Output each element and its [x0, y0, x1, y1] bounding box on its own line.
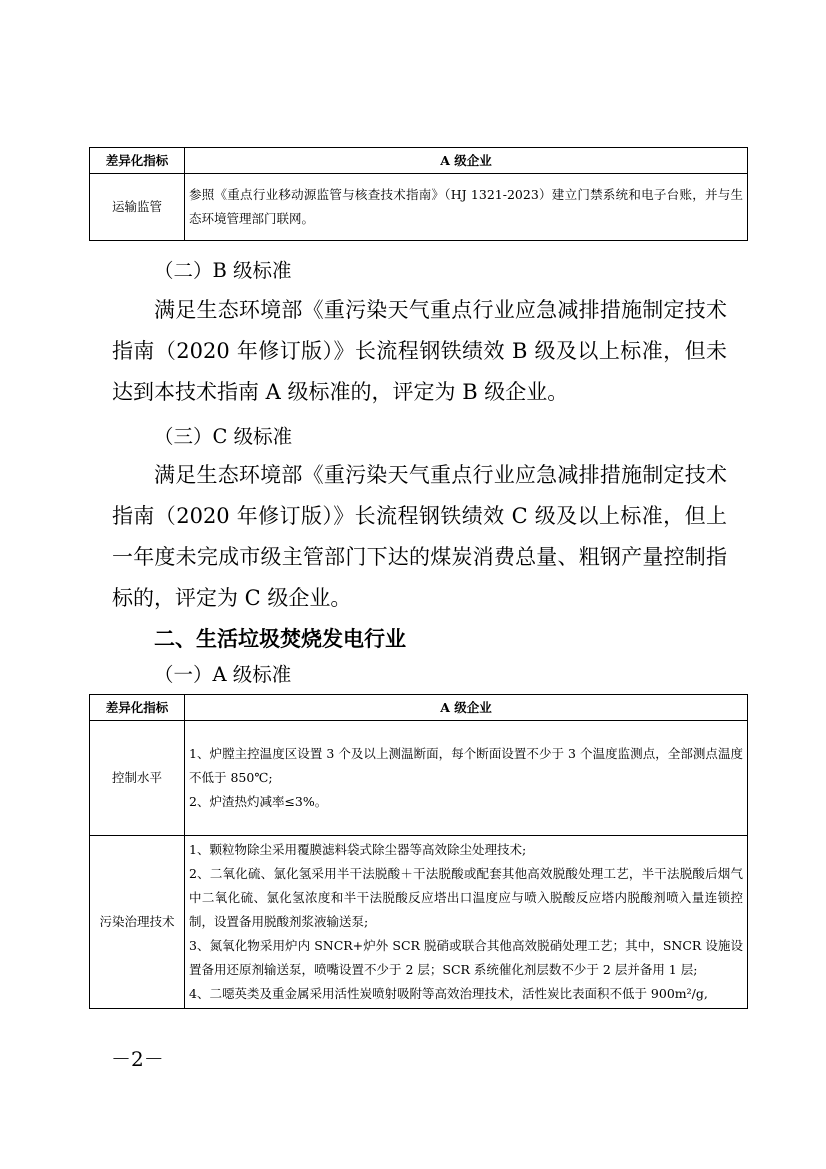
table-row: [90, 836, 748, 1009]
col-header-grade-a: A 级企业: [185, 148, 748, 174]
content-line: 参照《重点行业移动源监管与核查技术指南》（HJ 1321-2023）建立门禁系统和电子台账，并与生态环境管理部门联网。: [189, 187, 743, 226]
chapter-heading: 二、生活垃圾焚烧发电行业: [154, 627, 406, 651]
table-header-row: [90, 148, 748, 174]
row-label: 控制水平: [90, 721, 185, 836]
section-b-text: 满足生态环境部《重污染天气重点行业应急减排措施制定技术指南（2020 年修订版）》长流程钢铁绩效 B 级及以上标准，但未达到本技术指南 A 级标准的，评定为 B 级企业。: [112, 298, 727, 404]
section-b-heading: （二）B 级标准: [154, 259, 292, 282]
table-waste-incineration: [89, 694, 748, 1009]
content-line: 2、二氧化硫、氯化氢采用半干法脱酸＋干法脱酸或配套其他高效脱酸处理工艺，半干法脱酸后烟气中二氧化硫、氯化氢浓度和半干法脱酸反应塔出口温度应与喷入脱酸反应塔内脱酸剂喷入量连锁控制，设置备用脱酸剂浆液输送泵;: [189, 866, 743, 929]
section-c-text: 满足生态环境部《重污染天气重点行业应急减排措施制定技术指南（2020 年修订版）》长流程钢铁绩效 C 级及以上标准，但上一年度未完成市级主管部门下达的煤炭消费总量、粗钢产量控制指标的，评定为 C 级企业。: [112, 463, 727, 610]
content-line: 4、二噁英类及重金属采用活性炭喷射吸附等高效治理技术，活性炭比表面积不低于 900m²/g,: [189, 986, 708, 1001]
row-label: 污染治理技术: [90, 836, 185, 1009]
row-content: [185, 174, 748, 241]
content-line: 1、炉膛主控温度区设置 3 个及以上测温断面，每个断面设置不少于 3 个温度监测点，全部测点温度不低于 850℃;: [189, 746, 743, 785]
row-content: [185, 836, 748, 1009]
page-number: －2－: [111, 1047, 164, 1071]
section-c-heading: （三）C 级标准: [154, 425, 293, 448]
col-header-indicator: 差异化指标: [90, 695, 185, 721]
table-header-row: [90, 695, 748, 721]
content-line: 2、炉渣热灼减率≤3%。: [189, 794, 328, 809]
col-header-indicator: 差异化指标: [90, 148, 185, 174]
table-row: [90, 721, 748, 836]
row-label: 运输监管: [90, 174, 185, 241]
table-transport: [89, 147, 748, 241]
col-header-grade-a: A 级企业: [185, 695, 748, 721]
content-line: 1、颗粒物除尘采用覆膜滤料袋式除尘器等高效除尘处理技术;: [189, 842, 527, 857]
chapter-sub-heading: （一）A 级标准: [154, 663, 292, 686]
table-row: [90, 174, 748, 241]
content-line: 3、氮氧化物采用炉内 SNCR+炉外 SCR 脱硝或联合其他高效脱硝处理工艺；其中，SNCR 设施设置备用还原剂输送泵，喷嘴设置不少于 2 层；SCR 系统催化剂层数不少于 2 层并备用 1 层;: [189, 938, 743, 977]
row-content: [185, 721, 748, 836]
